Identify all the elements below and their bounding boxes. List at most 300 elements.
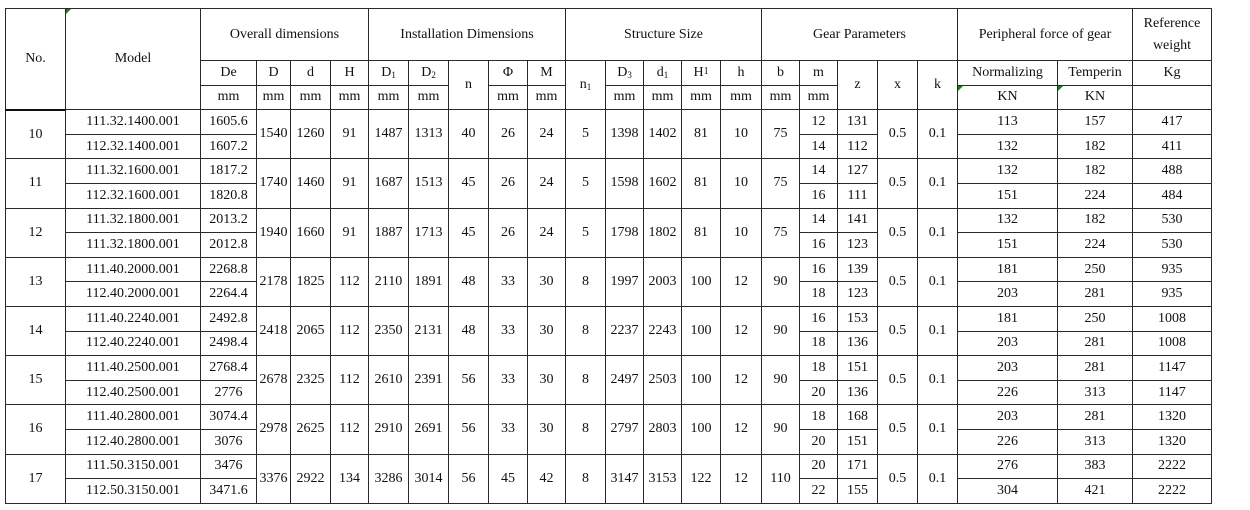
- cell-model: 111.40.2000.001: [66, 257, 201, 282]
- cell-z: 168: [838, 405, 878, 430]
- cell-no: 12: [6, 208, 66, 257]
- cell-D2: 2691: [409, 405, 449, 454]
- cell-z: 123: [838, 233, 878, 258]
- cell-H1: 100: [682, 306, 721, 355]
- cell-H: 91: [331, 110, 369, 159]
- cell-h: 12: [721, 405, 762, 454]
- cell-D1: 1687: [369, 159, 409, 208]
- unit-H1: mm: [682, 85, 721, 110]
- cell-D2: 1313: [409, 110, 449, 159]
- cell-H1: 81: [682, 208, 721, 257]
- cell-De: 2492.8: [201, 306, 257, 331]
- cell-normalizing: 132: [958, 208, 1058, 233]
- cell-d: 1660: [291, 208, 331, 257]
- cell-model: 111.32.1400.001: [66, 110, 201, 135]
- unit-d: mm: [291, 85, 331, 110]
- col-H1-letter: H: [693, 64, 704, 80]
- cell-weight: 1147: [1133, 380, 1212, 405]
- table-row: [6, 306, 1212, 331]
- cell-M: 24: [528, 159, 566, 208]
- cell-d1: 1602: [644, 159, 682, 208]
- col-D1: [369, 61, 409, 86]
- col-D3-letter: D: [617, 64, 628, 80]
- cell-b: 75: [762, 159, 800, 208]
- col-n1: [566, 61, 606, 110]
- col-k: k: [918, 61, 958, 110]
- cell-tempering: 182: [1058, 159, 1133, 184]
- cell-m: 18: [800, 282, 838, 307]
- col-x: x: [878, 61, 918, 110]
- cell-D2: 1713: [409, 208, 449, 257]
- cell-m: 14: [800, 134, 838, 159]
- cell-model: 112.32.1400.001: [66, 134, 201, 159]
- col-z: z: [838, 61, 878, 110]
- col-H: H: [331, 61, 369, 86]
- cell-x: 0.5: [878, 110, 918, 159]
- cell-n: 56: [449, 405, 489, 454]
- col-D2-letter: D: [421, 64, 432, 80]
- cell-De: 3074.4: [201, 405, 257, 430]
- col-kg: Kg: [1133, 61, 1212, 86]
- cell-tempering: 250: [1058, 257, 1133, 282]
- unit-D: mm: [257, 85, 291, 110]
- table-row: [6, 208, 1212, 233]
- cell-z: 151: [838, 356, 878, 381]
- header-peripheral-force: Peripheral force of gear: [958, 9, 1133, 61]
- cell-weight: 935: [1133, 257, 1212, 282]
- cell-weight: 1008: [1133, 306, 1212, 331]
- cell-model: 111.32.1800.001: [66, 233, 201, 258]
- cell-M: 30: [528, 306, 566, 355]
- cell-d: 2325: [291, 356, 331, 405]
- cell-normalizing: 203: [958, 282, 1058, 307]
- cell-z: 111: [838, 183, 878, 208]
- cell-tempering: 182: [1058, 134, 1133, 159]
- col-h: h: [721, 61, 762, 86]
- unit-kg: [1133, 85, 1212, 110]
- cell-x: 0.5: [878, 159, 918, 208]
- cell-k: 0.1: [918, 208, 958, 257]
- cell-z: 153: [838, 306, 878, 331]
- cell-H1: 122: [682, 454, 721, 503]
- cell-m: 12: [800, 110, 838, 135]
- unit-M: mm: [528, 85, 566, 110]
- unit-phi: mm: [489, 85, 528, 110]
- cell-De: 1605.6: [201, 110, 257, 135]
- cell-H1: 100: [682, 405, 721, 454]
- cell-b: 90: [762, 306, 800, 355]
- cell-n1: 5: [566, 159, 606, 208]
- cell-d1: 2503: [644, 356, 682, 405]
- cell-De: 1817.2: [201, 159, 257, 184]
- col-D2: [409, 61, 449, 86]
- cell-h: 12: [721, 356, 762, 405]
- unit-m: mm: [800, 85, 838, 110]
- cell-weight: 1320: [1133, 429, 1212, 454]
- cell-d: 1260: [291, 110, 331, 159]
- cell-b: 75: [762, 110, 800, 159]
- cell-d1: 3153: [644, 454, 682, 503]
- cell-model: 111.40.2800.001: [66, 405, 201, 430]
- col-n: n: [449, 61, 489, 110]
- cell-De: 3076: [201, 429, 257, 454]
- cell-no: 13: [6, 257, 66, 306]
- cell-b: 110: [762, 454, 800, 503]
- cell-tempering: 281: [1058, 282, 1133, 307]
- cell-model: 111.40.2240.001: [66, 306, 201, 331]
- cell-m: 18: [800, 405, 838, 430]
- col-D2-subscript: 2: [431, 69, 436, 80]
- cell-d: 1825: [291, 257, 331, 306]
- cell-phi: 33: [489, 356, 528, 405]
- cell-normalizing: 226: [958, 380, 1058, 405]
- cell-x: 0.5: [878, 405, 918, 454]
- table-row: [6, 454, 1212, 479]
- cell-model: 112.40.2000.001: [66, 282, 201, 307]
- cell-D3: 3147: [606, 454, 644, 503]
- cell-tempering: 224: [1058, 183, 1133, 208]
- cell-n: 48: [449, 306, 489, 355]
- cell-phi: 33: [489, 306, 528, 355]
- header-gear-parameters: Gear Parameters: [762, 9, 958, 61]
- cell-z: 171: [838, 454, 878, 479]
- cell-weight: 1147: [1133, 356, 1212, 381]
- cell-normalizing: 151: [958, 233, 1058, 258]
- cell-model: 112.40.2240.001: [66, 331, 201, 356]
- table-row: [6, 405, 1212, 430]
- cell-phi: 26: [489, 110, 528, 159]
- cell-D2: 3014: [409, 454, 449, 503]
- cell-weight: 2222: [1133, 479, 1212, 504]
- cell-D1: 2110: [369, 257, 409, 306]
- cell-D: 3376: [257, 454, 291, 503]
- unit-d1: mm: [644, 85, 682, 110]
- cell-k: 0.1: [918, 405, 958, 454]
- cell-D: 2678: [257, 356, 291, 405]
- unit-h: mm: [721, 85, 762, 110]
- cell-weight: 1320: [1133, 405, 1212, 430]
- cell-D3: 1398: [606, 110, 644, 159]
- cell-tempering: 250: [1058, 306, 1133, 331]
- cell-m: 18: [800, 356, 838, 381]
- col-b: b: [762, 61, 800, 86]
- cell-model: 111.40.2500.001: [66, 356, 201, 381]
- cell-model: 112.32.1600.001: [66, 183, 201, 208]
- cell-normalizing: 181: [958, 306, 1058, 331]
- cell-d: 2065: [291, 306, 331, 355]
- cell-h: 12: [721, 454, 762, 503]
- cell-D: 1740: [257, 159, 291, 208]
- cell-tempering: 313: [1058, 429, 1133, 454]
- cell-no: 11: [6, 159, 66, 208]
- cell-weight: 484: [1133, 183, 1212, 208]
- cell-D: 2178: [257, 257, 291, 306]
- col-d1-letter: d: [656, 64, 664, 80]
- cell-m: 16: [800, 233, 838, 258]
- cell-n: 45: [449, 159, 489, 208]
- col-H1: [682, 61, 721, 86]
- cell-D: 1540: [257, 110, 291, 159]
- cell-z: 155: [838, 479, 878, 504]
- cell-D3: 2797: [606, 405, 644, 454]
- cell-normalizing: 276: [958, 454, 1058, 479]
- unit-D3: mm: [606, 85, 644, 110]
- cell-no: 14: [6, 306, 66, 355]
- col-normalizing: Normalizing: [958, 61, 1058, 86]
- cell-D1: 1887: [369, 208, 409, 257]
- cell-model: 112.40.2800.001: [66, 429, 201, 454]
- cell-no: 15: [6, 356, 66, 405]
- cell-normalizing: 113: [958, 110, 1058, 135]
- header-no: No.: [6, 9, 66, 110]
- cell-M: 30: [528, 257, 566, 306]
- cell-M: 30: [528, 356, 566, 405]
- table-header: [6, 9, 1212, 110]
- cell-model: 111.50.3150.001: [66, 454, 201, 479]
- cell-D3: 2497: [606, 356, 644, 405]
- cell-weight: 530: [1133, 208, 1212, 233]
- cell-d1: 1802: [644, 208, 682, 257]
- cell-b: 90: [762, 356, 800, 405]
- spec-table: [5, 8, 1212, 504]
- cell-n1: 8: [566, 306, 606, 355]
- cell-n: 45: [449, 208, 489, 257]
- cell-normalizing: 226: [958, 429, 1058, 454]
- cell-k: 0.1: [918, 356, 958, 405]
- cell-tempering: 421: [1058, 479, 1133, 504]
- cell-tempering: 224: [1058, 233, 1133, 258]
- header-structure-size: Structure Size: [566, 9, 762, 61]
- cell-H: 91: [331, 159, 369, 208]
- cell-z: 151: [838, 429, 878, 454]
- col-D: D: [257, 61, 291, 86]
- cell-n1: 8: [566, 257, 606, 306]
- cell-normalizing: 203: [958, 331, 1058, 356]
- cell-D3: 1798: [606, 208, 644, 257]
- cell-De: 1607.2: [201, 134, 257, 159]
- cell-M: 24: [528, 208, 566, 257]
- cell-x: 0.5: [878, 306, 918, 355]
- cell-d1: 1402: [644, 110, 682, 159]
- cell-D: 2418: [257, 306, 291, 355]
- unit-tempering: KN: [1058, 85, 1133, 110]
- table-row: [6, 159, 1212, 184]
- cell-d1: 2803: [644, 405, 682, 454]
- table-row: [6, 257, 1212, 282]
- cell-h: 10: [721, 208, 762, 257]
- cell-normalizing: 203: [958, 405, 1058, 430]
- unit-normalizing: KN: [958, 85, 1058, 110]
- unit-H: mm: [331, 85, 369, 110]
- col-D1-subscript: 1: [391, 69, 396, 80]
- cell-D2: 1513: [409, 159, 449, 208]
- cell-phi: 33: [489, 405, 528, 454]
- col-tempering: Temperin: [1058, 61, 1133, 86]
- cell-D: 1940: [257, 208, 291, 257]
- cell-tempering: 383: [1058, 454, 1133, 479]
- cell-normalizing: 304: [958, 479, 1058, 504]
- cell-n1: 5: [566, 110, 606, 159]
- cell-H: 112: [331, 306, 369, 355]
- cell-H1: 81: [682, 110, 721, 159]
- cell-m: 20: [800, 454, 838, 479]
- cell-d: 2922: [291, 454, 331, 503]
- cell-d1: 2003: [644, 257, 682, 306]
- cell-normalizing: 132: [958, 159, 1058, 184]
- cell-D1: 2350: [369, 306, 409, 355]
- cell-m: 16: [800, 257, 838, 282]
- cell-H: 112: [331, 356, 369, 405]
- cell-model: 111.32.1800.001: [66, 208, 201, 233]
- cell-tempering: 313: [1058, 380, 1133, 405]
- cell-n: 48: [449, 257, 489, 306]
- unit-D1: mm: [369, 85, 409, 110]
- cell-weight: 530: [1133, 233, 1212, 258]
- cell-tempering: 281: [1058, 331, 1133, 356]
- cell-De: 2776: [201, 380, 257, 405]
- cell-h: 10: [721, 159, 762, 208]
- cell-k: 0.1: [918, 159, 958, 208]
- cell-k: 0.1: [918, 257, 958, 306]
- cell-no: 16: [6, 405, 66, 454]
- table-body: [6, 110, 1212, 504]
- header-model: Model: [66, 9, 201, 110]
- cell-z: 141: [838, 208, 878, 233]
- cell-M: 42: [528, 454, 566, 503]
- unit-De: mm: [201, 85, 257, 110]
- cell-z: 136: [838, 380, 878, 405]
- cell-z: 131: [838, 110, 878, 135]
- cell-De: 3471.6: [201, 479, 257, 504]
- cell-h: 12: [721, 257, 762, 306]
- cell-m: 20: [800, 429, 838, 454]
- cell-weight: 488: [1133, 159, 1212, 184]
- cell-weight: 935: [1133, 282, 1212, 307]
- cell-De: 2264.4: [201, 282, 257, 307]
- unit-b: mm: [762, 85, 800, 110]
- cell-model: 112.50.3150.001: [66, 479, 201, 504]
- cell-m: 18: [800, 331, 838, 356]
- cell-D3: 1997: [606, 257, 644, 306]
- cell-De: 2768.4: [201, 356, 257, 381]
- cell-x: 0.5: [878, 208, 918, 257]
- cell-b: 90: [762, 257, 800, 306]
- col-De: De: [201, 61, 257, 86]
- col-d1: [644, 61, 682, 86]
- header-reference-weight: Reference weight: [1133, 9, 1212, 61]
- table-row: [6, 356, 1212, 381]
- cell-M: 30: [528, 405, 566, 454]
- header-overall-dimensions: Overall dimensions: [201, 9, 369, 61]
- col-m: m: [800, 61, 838, 86]
- cell-k: 0.1: [918, 306, 958, 355]
- cell-tempering: 281: [1058, 356, 1133, 381]
- cell-D1: 3286: [369, 454, 409, 503]
- cell-no: 17: [6, 454, 66, 503]
- cell-D1: 1487: [369, 110, 409, 159]
- col-H1-superscript: 1: [703, 65, 709, 77]
- cell-tempering: 157: [1058, 110, 1133, 135]
- cell-H: 134: [331, 454, 369, 503]
- cell-phi: 26: [489, 208, 528, 257]
- cell-D: 2978: [257, 405, 291, 454]
- cell-normalizing: 151: [958, 183, 1058, 208]
- cell-tempering: 281: [1058, 405, 1133, 430]
- cell-weight: 411: [1133, 134, 1212, 159]
- cell-m: 16: [800, 183, 838, 208]
- cell-m: 16: [800, 306, 838, 331]
- cell-D2: 2391: [409, 356, 449, 405]
- cell-b: 90: [762, 405, 800, 454]
- cell-m: 22: [800, 479, 838, 504]
- cell-z: 112: [838, 134, 878, 159]
- cell-D3: 2237: [606, 306, 644, 355]
- cell-phi: 45: [489, 454, 528, 503]
- col-D3-subscript: 3: [627, 69, 632, 80]
- cell-H1: 100: [682, 356, 721, 405]
- cell-b: 75: [762, 208, 800, 257]
- cell-z: 123: [838, 282, 878, 307]
- cell-H1: 100: [682, 257, 721, 306]
- cell-m: 14: [800, 159, 838, 184]
- cell-H: 112: [331, 405, 369, 454]
- cell-D2: 2131: [409, 306, 449, 355]
- cell-normalizing: 203: [958, 356, 1058, 381]
- cell-weight: 1008: [1133, 331, 1212, 356]
- col-D3: [606, 61, 644, 86]
- cell-D3: 1598: [606, 159, 644, 208]
- col-d1-subscript: 1: [663, 69, 669, 80]
- cell-k: 0.1: [918, 454, 958, 503]
- cell-phi: 33: [489, 257, 528, 306]
- cell-De: 3476: [201, 454, 257, 479]
- cell-n1: 8: [566, 356, 606, 405]
- cell-d: 1460: [291, 159, 331, 208]
- cell-De: 2498.4: [201, 331, 257, 356]
- cell-z: 139: [838, 257, 878, 282]
- cell-phi: 26: [489, 159, 528, 208]
- cell-normalizing: 181: [958, 257, 1058, 282]
- cell-h: 12: [721, 306, 762, 355]
- cell-De: 1820.8: [201, 183, 257, 208]
- cell-x: 0.5: [878, 454, 918, 503]
- cell-De: 2268.8: [201, 257, 257, 282]
- cell-D1: 2610: [369, 356, 409, 405]
- cell-no: 10: [6, 110, 66, 159]
- cell-D1: 2910: [369, 405, 409, 454]
- cell-n: 40: [449, 110, 489, 159]
- header-installation-dimensions: Installation Dimensions: [369, 9, 566, 61]
- cell-De: 2013.2: [201, 208, 257, 233]
- cell-normalizing: 132: [958, 134, 1058, 159]
- cell-M: 24: [528, 110, 566, 159]
- cell-H: 91: [331, 208, 369, 257]
- cell-m: 20: [800, 380, 838, 405]
- table-row: [6, 110, 1212, 135]
- cell-n: 56: [449, 454, 489, 503]
- cell-weight: 2222: [1133, 454, 1212, 479]
- cell-d1: 2243: [644, 306, 682, 355]
- cell-h: 10: [721, 110, 762, 159]
- col-n1-subscript: 1: [586, 82, 592, 93]
- cell-z: 136: [838, 331, 878, 356]
- cell-n: 56: [449, 356, 489, 405]
- col-d: d: [291, 61, 331, 86]
- unit-D2: mm: [409, 85, 449, 110]
- cell-d: 2625: [291, 405, 331, 454]
- cell-model: 112.40.2500.001: [66, 380, 201, 405]
- col-n1-letter: n: [579, 77, 587, 93]
